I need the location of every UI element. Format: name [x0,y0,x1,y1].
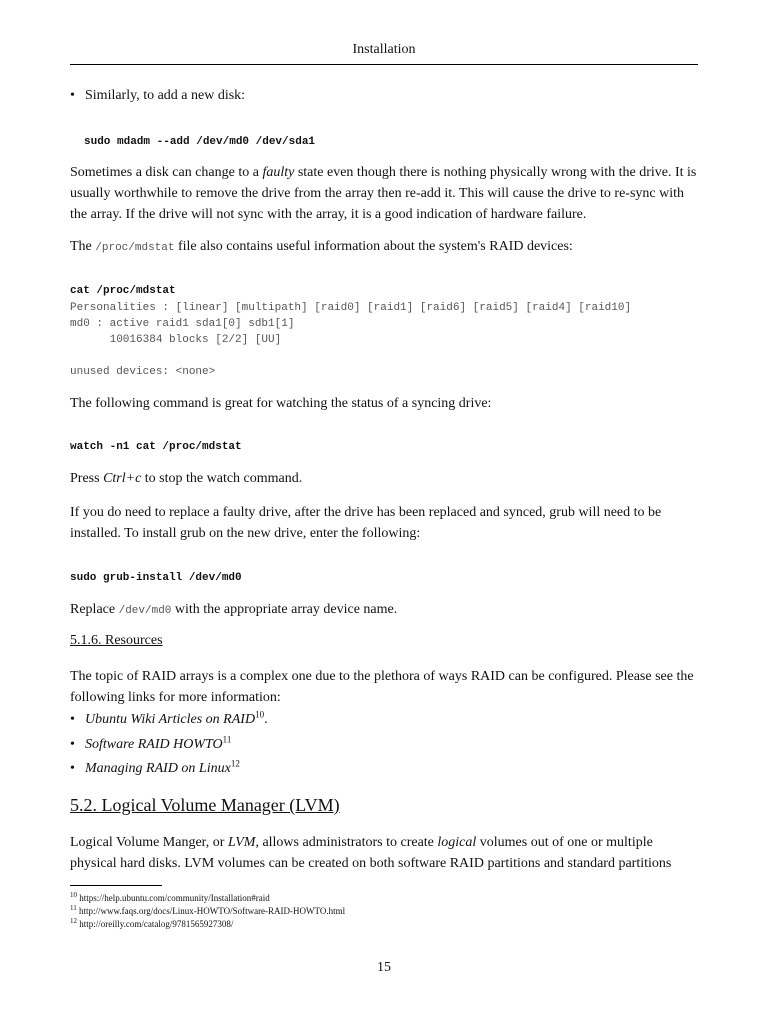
link-managing-raid-linux[interactable]: Managing RAID on Linux [85,761,231,776]
mdstat-output [70,300,631,380]
code-mdadm-add: sudo mdadm --add /dev/md0 /dev/sda1 [84,136,316,148]
paragraph-topic: The topic of RAID arrays is a complex one due to the plethora of ways RAID can be configured. Please see the following links for more information: [70,669,694,705]
replace-inline-code: /dev/md0 [118,605,172,617]
code-grub-install: sudo grub-install /dev/md0 [70,572,242,584]
lvm-text-a: Logical Volume Manger, or [70,835,228,850]
output-line [70,348,631,364]
footnote-ref: 11 [222,734,232,745]
output-line: Personalities : [linear] [multipath] [raid0] [raid1] [raid6] [raid5] [raid4] [raid10] [70,302,632,314]
faulty-text-post: state even though there is nothing physically wrong with the drive. It is usually worthwhile to remove the drive from the array then re-add it. This will cause the drive to re-sync with the array. If the drive will not sync with the array, it is a good indication of hardware failure. [70,165,697,222]
section-heading-lvm: 5.2. Logical Volume Manager (LVM) [70,795,340,815]
footnote-link[interactable]: http://www.faqs.org/docs/Linux-HOWTO/Software-RAID-HOWTO.html [79,906,346,916]
link-tail: . [264,712,268,727]
bullet-dot: • [70,737,75,752]
paragraph-mdstat [70,236,698,259]
link-item[interactable] [70,710,268,730]
bullet-dot: • [70,761,75,776]
footnote: $^{12}$ http://oreilly.com/catalog/9781565927308/ [70,917,234,929]
link-item[interactable] [70,759,240,779]
paragraph-watch: The following command is great for watching the status of a syncing drive: [70,396,492,411]
faulty-emphasis: faulty [262,165,295,180]
footnote: $^{10}$ https://help.ubuntu.com/community/Installation#raid [70,891,270,903]
output-line: unused devices: <none> [70,366,216,378]
add-disk-text: Similarly, to add a new disk: [85,88,246,103]
paragraph-grub: If you do need to replace a faulty drive, after the drive has been replaced and synced, grub will need to be installed. To install grub on the new drive, enter the following: [70,505,662,541]
paragraph-ctrl [70,468,698,489]
replace-text-post: with the appropriate array device name. [171,602,398,617]
bullet-dot: • [70,712,75,727]
link-software-raid-howto[interactable]: Software RAID HOWTO [85,737,223,752]
page-number: 15 [377,960,391,975]
page-header [70,42,698,65]
paragraph-faulty [70,162,698,225]
link-ubuntu-wiki-raid[interactable]: Ubuntu Wiki Articles on RAID [85,712,256,727]
lvm-text-c: volumes out of one or multiple physical hard disks. LVM volumes can be created on both software RAID partitions and standard partitions [70,835,672,871]
footnote-link[interactable]: http://oreilly.com/catalog/9781565927308/ [79,919,234,929]
paragraph-replace [70,599,698,622]
ctrl-text-post: to stop the watch command. [141,471,303,486]
logical-emphasis: logical [437,835,477,850]
faulty-text-pre: Sometimes a disk can change to a [70,165,263,180]
lvm-text-b: , allows administrators to create [255,835,438,850]
footnote-ref: 10 [255,709,265,720]
code-cat-mdstat: cat /proc/mdstat [70,285,176,297]
lvm-emphasis: LVM [227,835,256,850]
replace-text-pre: Replace [70,602,119,617]
footnote-link[interactable]: https://help.ubuntu.com/community/Installation#raid [79,893,270,903]
footnote-ref: 12 [230,758,240,769]
output-line: 10016384 blocks [2/2] [UU] [70,334,282,346]
ctrl-text-pre: Press [70,471,104,486]
output-line: md0 : active raid1 sda1[0] sdb1[1] [70,318,295,330]
link-item[interactable] [70,735,231,755]
code-watch: watch -n1 cat /proc/mdstat [70,441,242,453]
mdstat-text-post: file also contains useful information about the system's RAID devices: [174,239,573,254]
section-heading-resources: 5.1.6. Resources [70,633,163,648]
paragraph-lvm [70,832,698,874]
footnote-divider [70,885,162,886]
footnote: $^{11}$ http://www.faqs.org/docs/Linux-HOWTO/Software-RAID-HOWTO.html [70,904,346,916]
mdstat-inline-code: /proc/mdstat [95,242,175,254]
ctrl-emphasis: Ctrl+c [103,471,142,486]
header-title: Installation [352,42,416,57]
bullet-dot: • [70,88,75,103]
bullet-add-disk [70,86,245,106]
mdstat-text-pre: The [70,239,96,254]
